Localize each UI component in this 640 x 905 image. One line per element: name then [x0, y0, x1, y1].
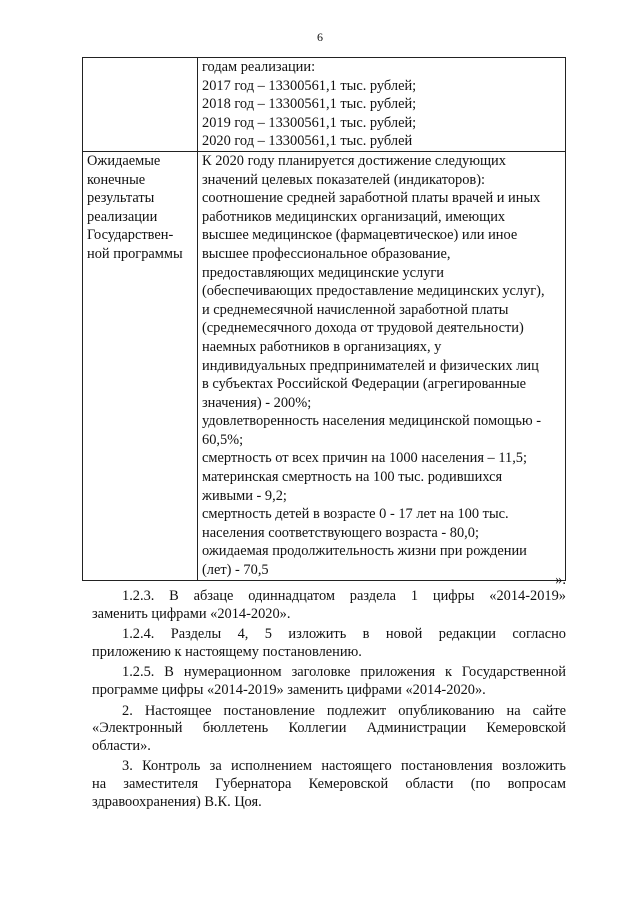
table-row [83, 151, 566, 580]
text-line: (обеспечивающих предоставление медицинских услуг), [202, 283, 545, 300]
label-line: Ожидаемые [87, 152, 161, 169]
text-line: ожидаемая продолжительность жизни при рождении [202, 543, 527, 560]
text-line: высшее профессиональное образование, [202, 245, 451, 262]
paragraph-line: приложению к настоящему постановлению. [92, 643, 362, 660]
text-line: значения) - 200%; [202, 394, 312, 411]
text-line: соотношение средней заработной платы врачей и иных [202, 190, 541, 207]
expected-results-cell [198, 151, 566, 580]
paragraph-line: «Электронный бюллетень Коллегии Администрации Кемеровской [92, 720, 566, 737]
program-passport-table [82, 57, 566, 581]
text-line: предоставляющих медицинские услуги [202, 264, 444, 281]
text-line: индивидуальных предпринимателей и физических лиц [202, 357, 539, 374]
label-line: Государствен- [87, 227, 174, 244]
text-line: К 2020 году планируется достижение следующих [202, 152, 506, 169]
paragraph-1-2-4 [92, 626, 566, 661]
closing-quote-mark: ». [555, 572, 566, 588]
text-line: 60,5%; [202, 431, 244, 448]
text-line: удовлетворенность населения медицинской помощью - [202, 413, 542, 430]
text-line: 2020 год – 13300561,1 тыс. рублей [202, 133, 413, 150]
text-line: 2017 год – 13300561,1 тыс. рублей; [202, 77, 417, 94]
text-line: значений целевых показателей (индикаторов): [202, 171, 486, 188]
paragraph-line: программе цифры «2014-2019» заменить цифрами «2014-2020». [92, 681, 486, 698]
text-line: и среднемесячной начисленной заработной платы [202, 301, 509, 318]
body-paragraphs [92, 588, 566, 814]
text-line: (лет) - 70,5 [202, 562, 269, 579]
text-line: 2018 год – 13300561,1 тыс. рублей; [202, 96, 417, 113]
paragraph-3 [92, 758, 566, 811]
paragraph-line: 3. Контроль за исполнением настоящего постановления возложить [122, 758, 566, 775]
paragraph-1-2-3 [92, 588, 566, 623]
text-line: годам реализации: [202, 59, 316, 75]
paragraph-line: на заместителя Губернатора Кемеровской области (по вопросам [92, 775, 566, 792]
label-line: конечные [87, 171, 146, 188]
paragraph-line: здравоохранения) В.К. Цоя. [92, 793, 262, 810]
paragraph-line: 1.2.3. В абзаце одиннадцатом раздела 1 цифры «2014-2019» [122, 588, 566, 604]
paragraph-line: области». [92, 737, 151, 754]
text-line: живыми - 9,2; [202, 487, 287, 504]
page-number: 6 [317, 30, 323, 44]
text-line: наемных работников в организациях, у [202, 338, 442, 355]
text-line: работников медицинских организаций, имеющих [202, 208, 506, 225]
paragraph-line: 2. Настоящее постановление подлежит опубликованию на сайте [122, 702, 566, 719]
label-line: результаты [87, 190, 155, 207]
text-line: смертность детей в возрасте 0 - 17 лет на 100 тыс. [202, 506, 509, 523]
table-row [83, 58, 566, 152]
paragraph-2 [92, 703, 566, 756]
text-line: смертность от всех причин на 1000 населения – 11,5; [202, 450, 527, 467]
label-line: реализации [87, 208, 158, 225]
paragraph-line: 1.2.4. Разделы 4, 5 изложить в новой редакции согласно [122, 626, 566, 643]
financing-cell [198, 58, 566, 152]
text-line: материнская смертность на 100 тыс. родившихся [202, 469, 503, 486]
text-line: (среднемесячного дохода от трудовой деятельности) [202, 320, 524, 337]
row-label-cell [83, 58, 198, 152]
text-line: населения соответствующего возраста - 80,0; [202, 524, 479, 541]
text-line: в субъектах Российской Федерации (агрегированные [202, 376, 527, 393]
paragraph-1-2-5 [92, 664, 566, 699]
text-line: высшее медицинское (фармацевтическое) или иное [202, 227, 518, 244]
row-label-cell [83, 151, 198, 580]
paragraph-line: заменить цифрами «2014-2020». [92, 605, 291, 622]
paragraph-line: 1.2.5. В нумерационном заголовке приложения к Государственной [122, 664, 566, 681]
label-line: ной программы [87, 245, 183, 262]
text-line: 2019 год – 13300561,1 тыс. рублей; [202, 114, 417, 131]
